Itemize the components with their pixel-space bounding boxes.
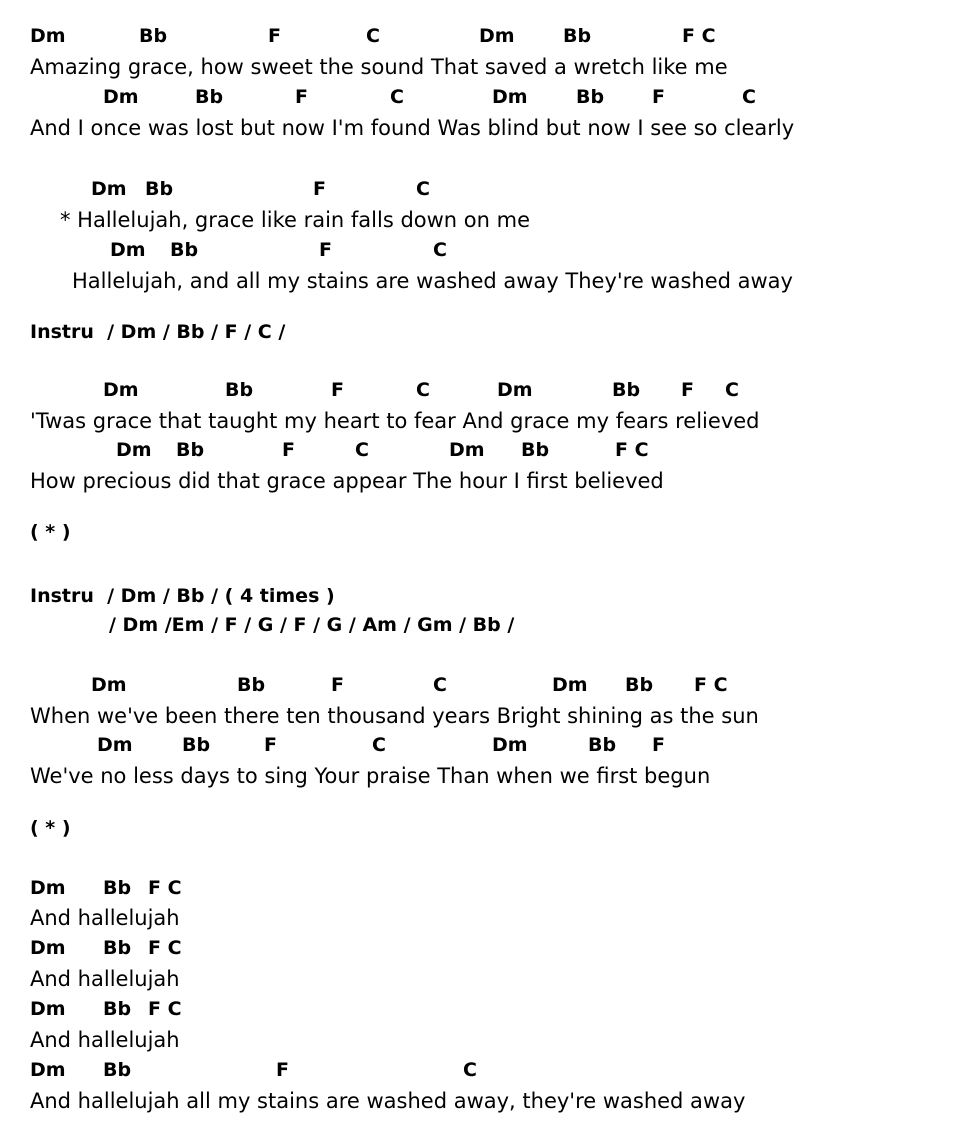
chorus-reference: ( * ) (30, 817, 71, 839)
chord: Bb (139, 25, 168, 47)
chord: Bb (103, 937, 132, 959)
chord: Dm (103, 86, 139, 108)
chord: C (355, 439, 369, 461)
lyric: And hallelujah all my stains are washed away, they're washed away (30, 1089, 746, 1113)
chord: Dm (30, 25, 66, 47)
chord-line (0, 997, 960, 1027)
lyric: And hallelujah (30, 906, 180, 930)
chord: Dm (492, 734, 528, 756)
chord: Dm (552, 674, 588, 696)
chord: Bb (176, 439, 205, 461)
chord: Bb (521, 439, 550, 461)
lyric: * Hallelujah, grace like rain falls down on me (60, 208, 530, 232)
chord: Bb (225, 379, 254, 401)
lyric-line (0, 468, 960, 498)
lyric-line (0, 1088, 960, 1118)
chord-line (0, 936, 960, 966)
chord-line (0, 238, 960, 268)
chord: C (390, 86, 404, 108)
chord: Dm (497, 379, 533, 401)
lyric-line (0, 763, 960, 793)
chord: C (433, 674, 447, 696)
instrumental-line (0, 613, 960, 643)
instrumental-progression: / Dm /Em / F / G / F / G / Am / Gm / Bb / (109, 614, 515, 636)
instrumental-label: Instru / Dm / Bb / F / C / (30, 321, 286, 343)
chord: Dm (30, 937, 66, 959)
chord: F (276, 1059, 289, 1081)
chord: F (681, 379, 694, 401)
chord: Dm (479, 25, 515, 47)
chord-line (0, 673, 960, 703)
chord-line (0, 876, 960, 906)
chord-line (0, 177, 960, 207)
lyric-line (0, 115, 960, 145)
chord: F C (694, 674, 728, 696)
lyric: We've no less days to sing Your praise Than when we first begun (30, 764, 711, 788)
chord: Bb (612, 379, 641, 401)
lyric-line (0, 268, 960, 298)
chord: Bb (103, 877, 132, 899)
chorus-reference: ( * ) (30, 521, 71, 543)
chord-line (0, 733, 960, 763)
chord: Dm (30, 877, 66, 899)
chord: F C (615, 439, 649, 461)
chord-line (0, 24, 960, 54)
chord: Dm (91, 178, 127, 200)
chord: C (742, 86, 756, 108)
chord: C (416, 178, 430, 200)
chord: Dm (30, 1059, 66, 1081)
chord: Dm (97, 734, 133, 756)
lyric: 'Twas grace that taught my heart to fear And grace my fears relieved (30, 409, 760, 433)
chord: Bb (195, 86, 224, 108)
chord: F (319, 239, 332, 261)
chord: Bb (182, 734, 211, 756)
chord: Dm (110, 239, 146, 261)
chord: Bb (625, 674, 654, 696)
chord: C (366, 25, 380, 47)
lyric: How precious did that grace appear The hour I first believed (30, 469, 664, 493)
chord: Dm (116, 439, 152, 461)
chord: Bb (237, 674, 266, 696)
lyric-line (0, 966, 960, 996)
chord: Bb (588, 734, 617, 756)
chord: F (652, 86, 665, 108)
chord: F (652, 734, 665, 756)
chord: F (264, 734, 277, 756)
chorus-repeat-marker (0, 816, 960, 846)
chord: F (313, 178, 326, 200)
chord: F C (148, 877, 182, 899)
chord-line (0, 1058, 960, 1088)
lyric: Hallelujah, and all my stains are washed away They're washed away (72, 269, 793, 293)
chord: C (725, 379, 739, 401)
instrumental-line (0, 320, 960, 350)
lyric-line (0, 408, 960, 438)
lyric-line (0, 207, 960, 237)
chord-line (0, 438, 960, 468)
lyric-line (0, 703, 960, 733)
chord: F C (148, 998, 182, 1020)
chord-line (0, 378, 960, 408)
lyric-line (0, 1027, 960, 1057)
lyric: When we've been there ten thousand years Bright shining as the sun (30, 704, 759, 728)
chord: C (372, 734, 386, 756)
chord: Bb (563, 25, 592, 47)
chord: Dm (91, 674, 127, 696)
instrumental-line (0, 584, 960, 614)
lyric: And hallelujah (30, 1028, 180, 1052)
chord: F (331, 379, 344, 401)
chord: F (282, 439, 295, 461)
chorus-repeat-marker (0, 520, 960, 550)
lyric-line (0, 54, 960, 84)
chord: Dm (103, 379, 139, 401)
chord: F (331, 674, 344, 696)
chord: F (268, 25, 281, 47)
chord: Bb (103, 998, 132, 1020)
chord: Dm (492, 86, 528, 108)
chord: F C (148, 937, 182, 959)
lyric: Amazing grace, how sweet the sound That saved a wretch like me (30, 55, 728, 79)
chord: C (416, 379, 430, 401)
instrumental-label: Instru / Dm / Bb / ( 4 times ) (30, 585, 335, 607)
chord: Bb (576, 86, 605, 108)
chord: Dm (449, 439, 485, 461)
chord: F (295, 86, 308, 108)
chord: F C (682, 25, 716, 47)
lyric: And hallelujah (30, 967, 180, 991)
lyric-line (0, 905, 960, 935)
chord: Dm (30, 998, 66, 1020)
chord: C (463, 1059, 477, 1081)
chord: Bb (170, 239, 199, 261)
chord: Bb (103, 1059, 132, 1081)
chord: C (433, 239, 447, 261)
chord: Bb (145, 178, 174, 200)
lyric: And I once was lost but now I'm found Was blind but now I see so clearly (30, 116, 795, 140)
chord-line (0, 85, 960, 115)
